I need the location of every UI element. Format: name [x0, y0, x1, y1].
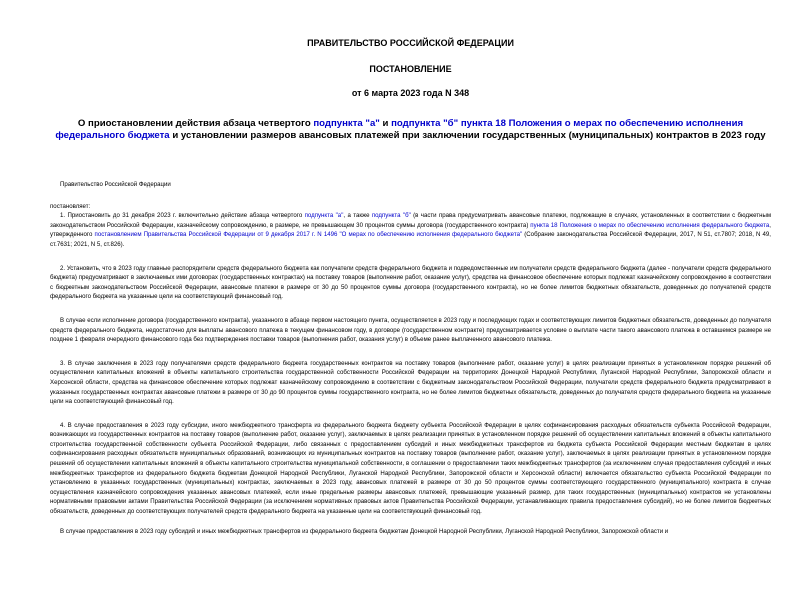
- paragraph-text: , а также: [343, 212, 372, 220]
- paragraph-text: 1. Приостановить до 31 декабря 2023 г. включительно действие абзаца четвертого: [60, 212, 305, 220]
- paragraph-text: (Собрание законодательства Российской Федерации, 2017, N 51, ст.7807; 2018, N 49, ст.7631; 2021, N 5, ст.826).: [50, 231, 771, 248]
- document-type: ПОСТАНОВЛЕНИЕ: [369, 64, 452, 74]
- paragraph-5: 4. В случае предоставления в 2023 году субсидии, иного межбюджетного трансферта из федерального бюджета бюджету субъекта Российской Федерации в целях софинансирования расходных обязательств субъекта Российской Федерации, возникающих из государственных контрактов на поставку товаров (выполнение работ, оказание услуг), заключаемых в целях реализации принятых в установленном порядке решений об осуществлении капитальных вложений в объекты капитального строительства государственной собственности субъекта Российской Федерации, либо связанных с предоставлением субсидий и иных межбюджетных трансфертов из бюджета субъекта Российской Федерации местным бюджетам в целях софинансирования расходных обязательств муниципальных образований, возникающих из муниципальных контрактов на поставку товаров (выполнение работ, оказание услуг), заключаемых в целях реализации принятых в установленном порядке решений об осуществлении капитальных вложений в объекты капитального строительства муниципальной собственности, в соглашении о предоставлении таких межбюджетных трансфертов (за исключением случая предоставления субсидий и иных межбюджетных трансфертов из федерального бюджета бюджетам Донецкой Народной Республики, Луганской Народной Республики, Запорожской области и Херсонской области) включается обязательство субъекта Российской Федерации по установлению в указанных государственных (муниципальных) контрактах, заключаемых в 2023 году, авансовых платежей в размере от 30 до 50 процентов суммы соответствующего государственного (муниципального) контракта в случае осуществления казначейского сопровождения указанных авансовых платежей, если иные предельные размеры авансовых платежей, превышающие указанный размер, для таких государственных (муниципальных) контрактов не установлены нормативными правовыми актами Правительства Российской Федерации (за исключением нормативных правовых актов Правительства Российской Федерации, устанавливающих правила предоставления субсидий), но не более лимитов бюджетных обязательств, доведенных до соответствующих получателей средств федерального бюджета на указанные цели на соответствующий финансовый год.: [50, 421, 771, 516]
- document-date-number: от 6 марта 2023 года N 348: [351, 88, 470, 98]
- paragraph-2: 2. Установить, что в 2023 году главные распорядители средств федерального бюджета как получатели средств федерального бюджета и подведомственные им получатели средств федерального бюджета (далее - получатели средств федерального бюджета) предусматривают в заключаемых ими договорах (государственных контрактах) на поставку товаров (выполнение работ, оказание услуг), средства на финансовое обеспечение которых подлежат казначейскому сопровождению в соответствии с бюджетным законодательством Российской Федерации, авансовые платежи в размере от 30 до 50 процентов суммы договора (государственного контракта), но не более лимитов бюджетных обязательств, доведенных до получателей средств федерального бюджета на указанные цели на соответствующий финансовый год.: [50, 264, 771, 301]
- paragraph-text: (в части права предусматривать авансовые платежи, подлежащие в случаях, установленных в соответствии с бюджетным законодательством Российской Федерации, казначейскому сопровождению, в размере, не превышающем 30 процентов суммы договора (государственного контракта): [50, 212, 772, 229]
- link-subpoint-a[interactable]: подпункта "а": [313, 118, 380, 129]
- government-heading: ПРАВИТЕЛЬСТВО РОССИЙСКОЙ ФЕДЕРАЦИИ: [307, 38, 514, 48]
- title-text: О приостановлении действия абзаца четвертого: [77, 118, 314, 129]
- link-subpoint-b-point-18[interactable]: подпункта "б" пункта 18 Положения о мерах по обеспечению исполнения федерального бюджета: [55, 118, 744, 141]
- issuer-line: Правительство Российской Федерации: [60, 181, 171, 188]
- paragraph-text: , утвержденного: [50, 221, 771, 239]
- title-text: и: [379, 118, 392, 129]
- paragraph-6: В случае предоставления в 2023 году субсидий и иных межбюджетных трансфертов из федерального бюджета бюджетам Донецкой Народной Республики, Луганской Народной Республики, Запорожской области и: [60, 527, 669, 535]
- decree-word: постановляет:: [50, 202, 91, 210]
- link-subpoint-b[interactable]: подпункта "б": [371, 212, 411, 220]
- document-title: [50, 118, 771, 142]
- paragraph-3: В случае если исполнение договора (государственного контракта), указанного в абзаце первом настоящего пункта, осуществляется в 2023 году и последующих годах и соответствующих лимитов бюджетных обязательств, доведенных до получателя средств федерального бюджета, недостаточно для выплаты авансового платежа в текущем финансовом году, в договоре (государственном контракте) предусматривается условие о выплате части такого авансового платежа в оставшемся размере не позднее 1 февраля очередного финансового года без подтверждения поставки товаров (выполнения работ, оказания услуг) в объеме ранее выплаченного авансового платежа.: [50, 316, 771, 344]
- title-text: и установлении размеров авансовых платежей при заключении государственных (муниципальных) контрактов в 2023 году: [169, 130, 766, 141]
- link-resolution-1496[interactable]: постановлением Правительства Российской Федерации от 9 декабря 2017 г. N 1496 "О мерах по обеспечению исполнения федерального бюджета": [94, 231, 523, 239]
- paragraph-4: 3. В случае заключения в 2023 году получателями средств федерального бюджета государственных контрактов на поставку товаров (выполнение работ, оказание услуг) в целях реализации принятых в установленном порядке решений об осуществлении капитальных вложений в объекты капитального строительства государственной собственности Российской Федерации на территориях Донецкой Народной Республики, Луганской Народной Республики, Запорожской области и Херсонской области, средства на финансовое обеспечение которых подлежат казначейскому сопровождению в соответствии с бюджетным законодательством Российской Федерации, получатели средств федерального бюджета предусматривают в указанных государственных контрактах авансовые платежи в размере от 30 до 90 процентов суммы государственного контракта, но не более лимитов бюджетных обязательств, доведенных до получателя средств федерального бюджета на указанные цели на соответствующий финансовый год.: [50, 359, 771, 406]
- link-point-18[interactable]: пункта 18 Положения о мерах по обеспечению исполнения федерального бюджета: [530, 221, 770, 229]
- paragraph-1: [50, 211, 771, 249]
- link-subpoint-a[interactable]: подпункта "а": [304, 212, 344, 220]
- document-page: [0, 38, 807, 609]
